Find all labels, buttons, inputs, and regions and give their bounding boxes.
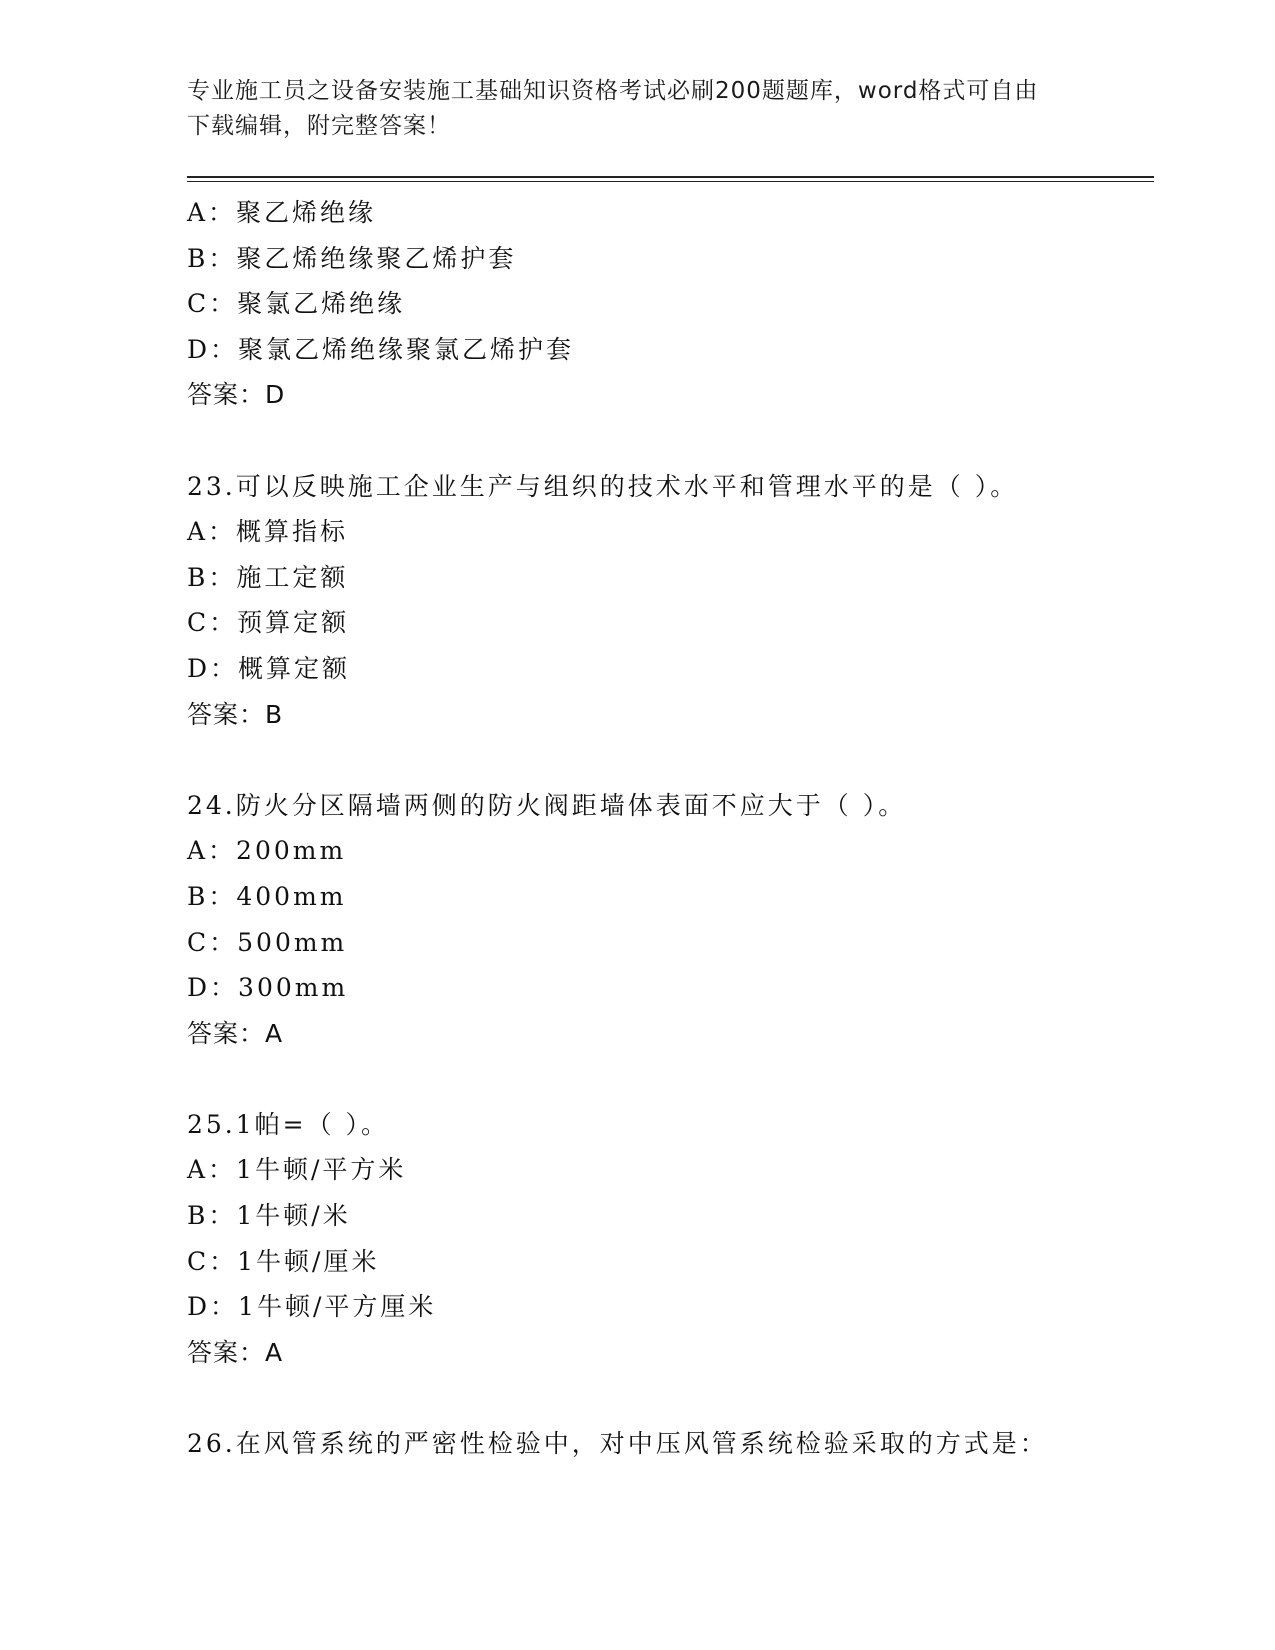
question-stem: 23.可以反映施工企业生产与组织的技术水平和管理水平的是（ ）。 bbox=[187, 471, 1019, 501]
question-22 bbox=[187, 190, 1147, 418]
answer: 答案：D bbox=[187, 380, 286, 410]
question-stem: 25.1帕=（ ）。 bbox=[187, 1109, 390, 1139]
question-stem: 24.防火分区隔墙两侧的防火阀距墙体表面不应大于（ ）。 bbox=[187, 790, 907, 820]
spacer bbox=[187, 1056, 1147, 1102]
answer: 答案：A bbox=[187, 1337, 284, 1367]
option-b: B：聚乙烯绝缘聚乙烯护套 bbox=[187, 243, 517, 273]
option-c: C：1牛顿/厘米 bbox=[187, 1246, 380, 1276]
header-title-line2: 下载编辑，附完整答案！ bbox=[187, 113, 451, 139]
question-list bbox=[187, 190, 1147, 1467]
option-c: C：500mm bbox=[187, 927, 348, 957]
question-25 bbox=[187, 1102, 1147, 1376]
option-d: D：聚氯乙烯绝缘聚氯乙烯护套 bbox=[187, 334, 575, 364]
option-b: B：1牛顿/米 bbox=[187, 1201, 351, 1231]
option-b: B：400mm bbox=[187, 881, 347, 911]
answer: 答案：A bbox=[187, 1018, 284, 1048]
spacer bbox=[187, 1375, 1147, 1421]
header-divider-thin bbox=[187, 181, 1154, 182]
option-d: D：概算定额 bbox=[187, 653, 351, 683]
option-a: A：200mm bbox=[187, 836, 347, 866]
option-b: B：施工定额 bbox=[187, 562, 349, 592]
option-c: C：聚氯乙烯绝缘 bbox=[187, 289, 406, 319]
document-header bbox=[187, 74, 1067, 144]
option-a: A：1牛顿/平方米 bbox=[187, 1155, 407, 1185]
option-d: D：300mm bbox=[187, 973, 349, 1003]
spacer bbox=[187, 737, 1147, 783]
question-24 bbox=[187, 783, 1147, 1057]
option-a: A：聚乙烯绝缘 bbox=[187, 198, 377, 227]
header-divider bbox=[187, 176, 1154, 178]
question-26 bbox=[187, 1421, 1147, 1467]
option-c: C：预算定额 bbox=[187, 608, 350, 638]
spacer bbox=[187, 418, 1147, 464]
option-a: A：概算指标 bbox=[187, 517, 349, 547]
option-d: D：1牛顿/平方厘米 bbox=[187, 1292, 437, 1322]
question-23 bbox=[187, 464, 1147, 738]
question-stem: 26.在风管系统的严密性检验中，对中压风管系统检验采取的方式是： bbox=[187, 1429, 1048, 1459]
header-title-line1: 专业施工员之设备安装施工基础知识资格考试必刷200题题库，word格式可自由 bbox=[187, 78, 1039, 104]
answer: 答案：B bbox=[187, 699, 284, 729]
